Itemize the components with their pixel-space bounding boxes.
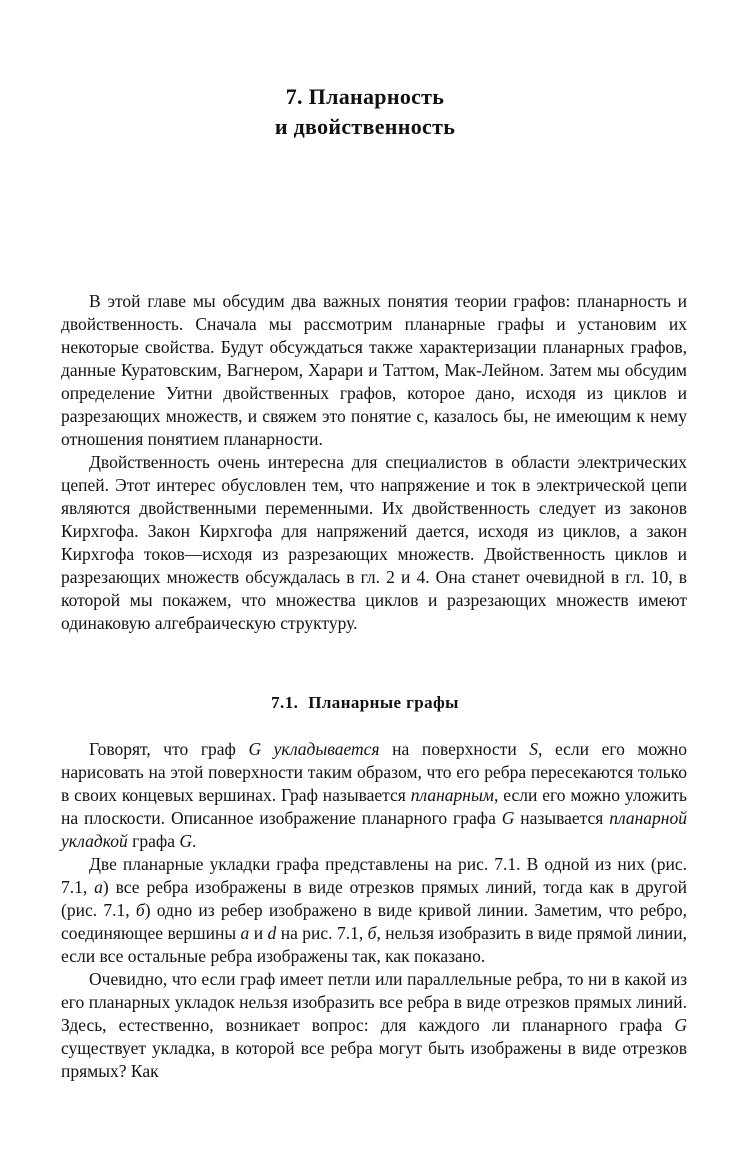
chapter-title-line-1: [0, 82, 730, 112]
text-run: Говорят, что граф: [89, 739, 249, 759]
math-symbol: a: [240, 923, 250, 943]
text-run: , нельзя изобразить в виде прямой линии, если все остальные ребра изображены так, как показано.: [61, 923, 687, 966]
text-run: , если его можно нарисовать на этой поверхности таким образом, что его ребра пересекаются только в своих концевых вершинах. Граф называется: [61, 739, 688, 805]
section-heading: [0, 692, 730, 714]
intro-paragraph-1: В этой главе мы обсудим два важных понятия теории графов: планарность и двойственность. Сначала мы рассмотрим планарные графы и установим их некоторые свойства. Будут обсуждаться также характеризации планарных графов, данные Куратовским, Вагнером, Харари и Таттом, Мак-Лейном. Затем мы обсудим определение Уитни двойственных графов, которое дано, исходя из циклов и разрезающих множеств, и свяжем это понятие с, казалось бы, не имеющим к нему отношения понятием планарности.: [61, 291, 687, 449]
emphasized-term: планарной укладкой: [61, 808, 687, 851]
figure-label: а: [94, 877, 103, 897]
text-run: .: [191, 831, 197, 851]
intro-paragraph-2: Двойственность очень интересна для специалистов в области электрических цепей. Этот интерес обусловлен тем, что напряжение и ток в электрической цепи являются двойственными переменными. Их двойственность следует из законов Кирхгофа. Закон Кирхгофа для напряжений дается, исходя из циклов, а закон Кирхгофа токов—исходя из разрезающих множеств. Двойственность циклов и разрезающих множеств обсуждалась в гл. 2 и 4. Она станет очевидной в гл. 10, в которой мы покажем, что множества циклов и разрезающих множеств имеют одинаковую алгебраическую структуру.: [61, 452, 687, 633]
math-symbol: d: [267, 923, 277, 943]
chapter-title-text-1: Планарность: [308, 84, 445, 109]
text-run: на рис. 7.1,: [276, 923, 368, 943]
chapter-title: [0, 82, 730, 142]
section-number: 7.1.: [271, 693, 299, 712]
section-text: [61, 738, 687, 1083]
section-paragraph-1: [61, 738, 687, 853]
math-symbol: S: [529, 739, 539, 759]
figure-label: б: [367, 923, 377, 943]
text-run: существует укладка, в которой все ребра могут быть изображены в виде отрезков прямых? Как: [61, 1038, 687, 1081]
math-symbol: G: [674, 1015, 687, 1035]
math-symbol: G: [179, 831, 192, 851]
emphasized-term: планарным: [410, 785, 494, 805]
text-run: Две планарные укладки графа представлены на рис. 7.1. В одной из них (рис. 7.1,: [61, 854, 687, 897]
text-run: называется: [514, 808, 610, 828]
section-paragraph-2: [61, 853, 687, 968]
section-title: Планарные графы: [308, 693, 459, 712]
text-run: [261, 739, 274, 759]
text-run: на поверхности: [379, 739, 530, 759]
text-run: Очевидно, что если граф имеет петли или параллельные ребра, то ни в какой из его планарных укладок нельзя изобразить все ребра в виде отрезков прямых линий. Здесь, естественно, возникает вопрос: для каждого ли планарного графа: [61, 969, 687, 1035]
text-run: , если его можно уложить на плоскости. Описанное изображение планарного графа: [61, 785, 687, 828]
intro-text: [61, 290, 687, 635]
chapter-title-line-2: и двойственность: [274, 114, 456, 139]
math-symbol: G: [501, 808, 515, 828]
emphasized-term: укладывается: [273, 739, 380, 759]
math-symbol: G: [248, 739, 262, 759]
text-run: ) все ребра изображены в виде отрезков прямых линий, тогда как в другой (рис. 7.1,: [61, 877, 687, 920]
text-run: графа: [127, 831, 180, 851]
chapter-number: 7.: [285, 84, 303, 109]
section-paragraph-3: [61, 968, 687, 1083]
figure-label: б: [135, 900, 145, 920]
text-run: ) одно из ребер изображено в виде кривой линии. Заметим, что ребро, соединяющее вершины: [61, 900, 687, 943]
text-run: и: [249, 923, 268, 943]
